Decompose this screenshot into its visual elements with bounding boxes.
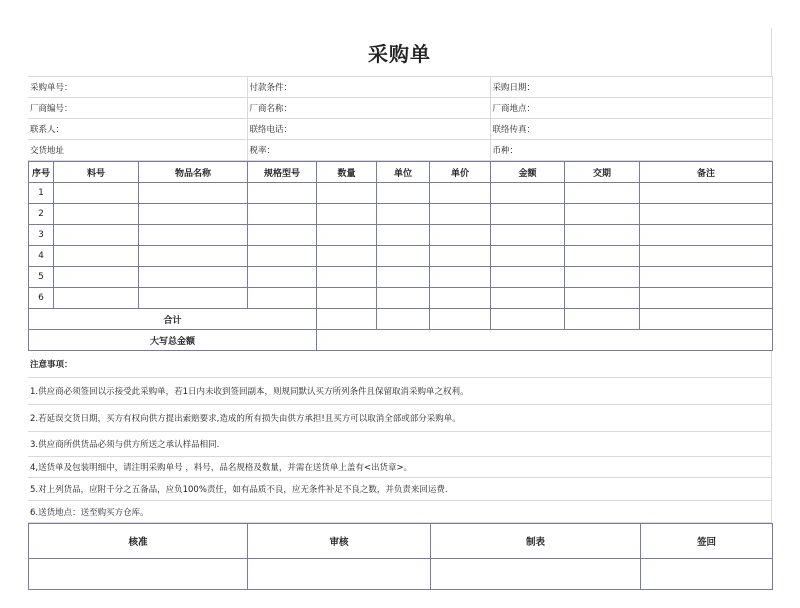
table-cell[interactable]: [248, 288, 317, 309]
table-cell[interactable]: [430, 204, 491, 225]
column-header: 数量: [317, 162, 377, 183]
table-cell[interactable]: [317, 288, 377, 309]
vendor-number-field[interactable]: 厂商编号：: [28, 98, 247, 119]
table-cell[interactable]: [377, 183, 430, 204]
column-header: 料号: [54, 162, 139, 183]
total-price-cell[interactable]: [430, 309, 491, 330]
table-cell[interactable]: [54, 183, 139, 204]
table-cell[interactable]: [54, 246, 139, 267]
table-cell[interactable]: [248, 225, 317, 246]
note-item: 1.供应商必须签回以示接受此采购单，若1日内未收到签回副本，则规同默认买方所列条件且保留取消采购单之权利。: [28, 378, 772, 405]
table-cell[interactable]: [248, 267, 317, 288]
table-cell[interactable]: [565, 183, 640, 204]
table-cell[interactable]: [565, 288, 640, 309]
table-cell[interactable]: [640, 183, 773, 204]
page-title: 采购单: [28, 28, 772, 76]
row-number: 2: [29, 204, 54, 225]
table-cell[interactable]: [430, 183, 491, 204]
signature-table: [28, 523, 773, 590]
header-info-table: [28, 76, 773, 161]
delivery-address-field[interactable]: 交货地址: [28, 140, 247, 161]
row-number: 5: [29, 267, 54, 288]
table-cell[interactable]: [139, 225, 248, 246]
phone-field[interactable]: 联络电话：: [247, 119, 490, 140]
note-item: 3.供应商所供货品必须与供方所送之承认样品相同.: [28, 432, 772, 457]
review-signature-cell[interactable]: [248, 559, 431, 590]
column-header: 金额: [491, 162, 565, 183]
table-cell[interactable]: [491, 267, 565, 288]
table-cell[interactable]: [565, 204, 640, 225]
table-cell[interactable]: [317, 183, 377, 204]
amount-in-words-value[interactable]: [317, 330, 773, 351]
table-cell[interactable]: [491, 183, 565, 204]
table-cell[interactable]: [565, 267, 640, 288]
table-cell[interactable]: [139, 204, 248, 225]
contact-field[interactable]: 联系人：: [28, 119, 247, 140]
table-cell[interactable]: [54, 204, 139, 225]
table-cell[interactable]: [640, 267, 773, 288]
review-label: 审核: [248, 524, 431, 559]
table-cell[interactable]: [54, 267, 139, 288]
po-date-field[interactable]: 采购日期：: [490, 77, 772, 98]
table-cell[interactable]: [640, 204, 773, 225]
table-cell[interactable]: [430, 225, 491, 246]
table-cell[interactable]: [317, 204, 377, 225]
total-unit-cell[interactable]: [377, 309, 430, 330]
row-number: 3: [29, 225, 54, 246]
table-cell[interactable]: [491, 204, 565, 225]
table-cell[interactable]: [54, 225, 139, 246]
table-cell[interactable]: [139, 183, 248, 204]
currency-field[interactable]: 币种：: [490, 140, 772, 161]
table-row: [29, 204, 773, 225]
total-remark-cell[interactable]: [640, 309, 773, 330]
table-row: [29, 246, 773, 267]
approve-signature-cell[interactable]: [29, 559, 248, 590]
table-cell[interactable]: [430, 246, 491, 267]
items-table: [28, 161, 773, 351]
vendor-address-field[interactable]: 厂商地点：: [490, 98, 772, 119]
row-number: 4: [29, 246, 54, 267]
items-header-row: [29, 162, 773, 183]
sign-back-label: 签回: [641, 524, 773, 559]
column-header: 规格型号: [248, 162, 317, 183]
total-date-cell[interactable]: [565, 309, 640, 330]
table-row: [29, 183, 773, 204]
table-cell[interactable]: [377, 246, 430, 267]
note-item: 6.送货地点：送至购买方仓库。: [28, 501, 772, 523]
table-cell[interactable]: [139, 288, 248, 309]
table-cell[interactable]: [377, 225, 430, 246]
column-header: 单价: [430, 162, 491, 183]
total-label: 合计: [29, 309, 317, 330]
note-item: 2.若延误交货日期，买方有权向供方提出索赔要求,造成的所有损失由供方承担!且买方可以取消全部或部分采购单。: [28, 405, 772, 432]
vendor-name-field[interactable]: 厂商名称：: [247, 98, 490, 119]
amount-in-words-row: [29, 330, 773, 351]
row-number: 6: [29, 288, 54, 309]
table-cell[interactable]: [139, 267, 248, 288]
table-cell[interactable]: [317, 225, 377, 246]
tax-rate-field[interactable]: 税率：: [247, 140, 490, 161]
purchase-order-form: [28, 28, 772, 590]
table-cell[interactable]: [377, 204, 430, 225]
table-cell[interactable]: [54, 288, 139, 309]
table-cell[interactable]: [491, 225, 565, 246]
table-cell[interactable]: [139, 246, 248, 267]
column-header: 交期: [565, 162, 640, 183]
notes-section: [28, 351, 772, 523]
notes-heading: 注意事项：: [28, 351, 772, 378]
table-cell[interactable]: [430, 288, 491, 309]
table-cell[interactable]: [248, 183, 317, 204]
table-cell[interactable]: [248, 204, 317, 225]
table-cell[interactable]: [377, 267, 430, 288]
table-cell[interactable]: [317, 267, 377, 288]
total-amount-cell[interactable]: [491, 309, 565, 330]
prepared-by-signature-cell[interactable]: [431, 559, 641, 590]
table-cell[interactable]: [491, 246, 565, 267]
table-cell[interactable]: [640, 246, 773, 267]
prepared-by-label: 制表: [431, 524, 641, 559]
table-cell[interactable]: [491, 288, 565, 309]
approve-label: 核准: [29, 524, 248, 559]
table-cell[interactable]: [640, 288, 773, 309]
table-cell[interactable]: [317, 246, 377, 267]
total-row: [29, 309, 773, 330]
table-cell[interactable]: [640, 225, 773, 246]
table-cell[interactable]: [430, 267, 491, 288]
po-number-field[interactable]: 采购单号：: [28, 77, 247, 98]
table-row: [29, 225, 773, 246]
total-quantity-cell[interactable]: [317, 309, 377, 330]
column-header: 单位: [377, 162, 430, 183]
row-number: 1: [29, 183, 54, 204]
note-item: 4,送货单及包装明细中，请注明采购单号 ，料号，品名规格及数量，并需在送货单上盖有<出货章>。: [28, 457, 772, 478]
fax-field[interactable]: 联络传真：: [490, 119, 772, 140]
table-cell[interactable]: [565, 246, 640, 267]
amount-in-words-label: 大写总金额: [29, 330, 317, 351]
table-row: [29, 288, 773, 309]
table-row: [29, 267, 773, 288]
table-cell[interactable]: [248, 246, 317, 267]
table-cell[interactable]: [565, 225, 640, 246]
column-header: 物品名称: [139, 162, 248, 183]
table-cell[interactable]: [377, 288, 430, 309]
column-header: 序号: [29, 162, 54, 183]
note-item: 5.对上列货品，应附千分之五备品，应负100%责任，如有品质不良，应无条件补足不良之数，并负责来回运费.: [28, 478, 772, 501]
column-header: 备注: [640, 162, 773, 183]
payment-terms-field[interactable]: 付款条件：: [247, 77, 490, 98]
sign-back-signature-cell[interactable]: [641, 559, 773, 590]
